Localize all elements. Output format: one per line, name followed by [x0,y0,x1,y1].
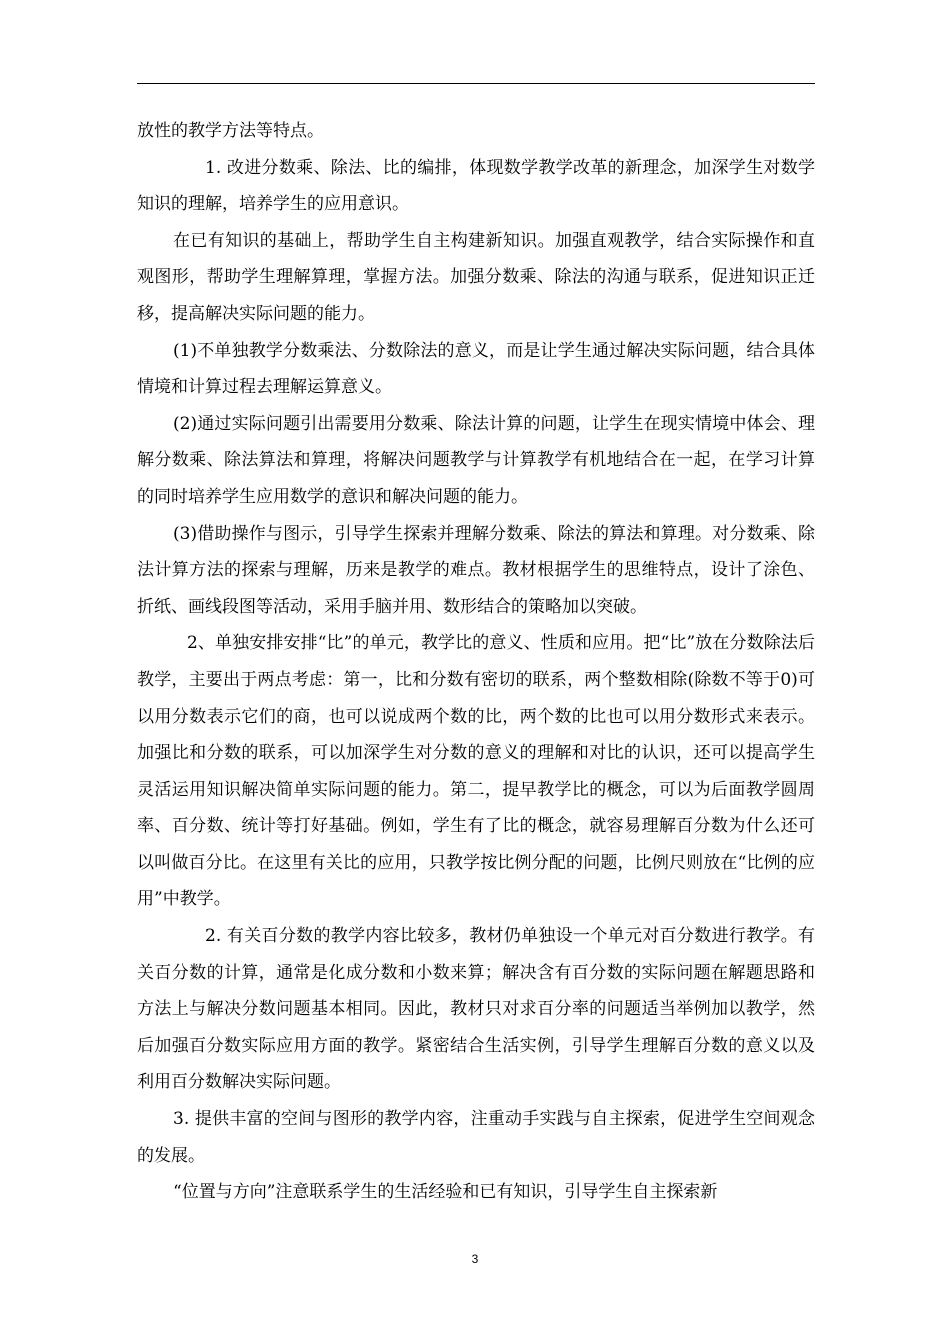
paragraph-7: 2、单独安排安排“比”的单元，教学比的意义、性质和应用。把“比”放在分数除法后教学，主要出于两点考虑：第一，比和分数有密切的联系，两个整数相除(除数不等于0)可以用分数表示它们的商，也可以说成两个数的比，两个数的比也可以用分数形式来表示。加强比和分数的联系，可以加深学生对分数的意义的理解和对比的认识，还可以提高学生灵活运用知识解决简单实际问题的能力。第二，提早教学比的概念，可以为后面教学圆周率、百分数、统计等打好基础。例如，学生有了比的概念，就容易理解百分数为什么还可以叫做百分比。在这里有关比的应用，只教学按比例分配的问题，比例尺则放在“比例的应用”中教学。 [137,633,815,910]
paragraph-2: 1. 改进分数乘、除法、比的编排，体现数学教学改革的新理念，加深学生对数学知识的理解，培养学生的应用意识。 [137,157,815,215]
document-body [137,113,815,1211]
paragraph-9: 3. 提供丰富的空间与图形的教学内容，注重动手实践与自主探索，促进学生空间观念的发展。 [137,1109,815,1166]
paragraph-4: (1)不单独教学分数乘法、分数除法的意义，而是让学生通过解决实际问题，结合具体情境和计算过程去理解运算意义。 [137,340,815,398]
page-number: 3 [471,1252,479,1266]
paragraph-10: “位置与方向”注意联系学生的生活经验和已有知识，引导学生自主探索新 [173,1182,718,1203]
paragraph-6: (3)借助操作与图示，引导学生探索并理解分数乘、除法的算法和算理。对分数乘、除法计算方法的探索与理解，历来是教学的难点。教材根据学生的思维特点，设计了涂色、折纸、画线段图等活动，采用手脑并用、数形结合的策略加以突破。 [137,523,815,617]
paragraph-1: 放性的教学方法等特点。 [137,121,324,141]
paragraph-8: 2. 有关百分数的教学内容比较多，教材仍单独设一个单元对百分数进行教学。有关百分数的计算，通常是化成分数和小数来算；解决含有百分数的实际问题在解题思路和方法上与解决分数问题基本相同。因此，教材只对求百分率的问题适当举例加以教学，然后加强百分数实际应用方面的教学。紧密结合生活实例，引导学生理解百分数的意义以及利用百分数解决实际问题。 [137,926,815,1093]
paragraph-5: (2)通过实际问题引出需要用分数乘、除法计算的问题，让学生在现实情境中体会、理解分数乘、除法算法和算理，将解决问题教学与计算教学有机地结合在一起，在学习计算的同时培养学生应用数学的意识和解决问题的能力。 [137,413,815,507]
header-rule [137,83,815,84]
paragraph-3: 在已有知识的基础上，帮助学生自主构建新知识。加强直观教学，结合实际操作和直观图形，帮助学生理解算理，掌握方法。加强分数乘、除法的沟通与联系，促进知识正迁移，提高解决实际问题的能力。 [137,230,815,324]
